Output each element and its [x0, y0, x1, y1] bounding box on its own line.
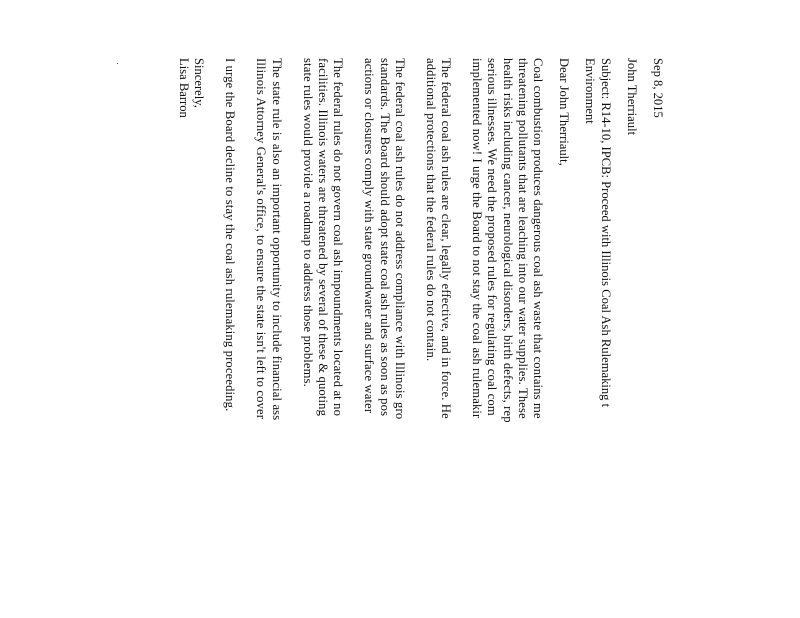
- paragraph-line: threatening pollutants that are leaching into our water supplies. These: [515, 58, 530, 419]
- paragraph-line: standards. The Board should adopt state coal ash rules as soon as pos: [377, 58, 392, 417]
- paragraph-line: health risks including cancer, neurological disorders, birth defects, rep: [500, 58, 515, 423]
- paragraph-line: implemented now! I urge the Board to not stay the coal ash rulemakir: [470, 58, 485, 419]
- letter-date: Sep 8, 2015: [651, 58, 665, 118]
- letter-signature: Lisa Barron: [176, 58, 191, 118]
- scan-speck: [117, 63, 118, 64]
- paragraph-health-risks: [469, 58, 545, 618]
- paragraph-financial-assurance: [253, 58, 283, 618]
- letter-recipient: John Therriault: [624, 58, 639, 136]
- paragraph-line: The federal coal ash rules are clear, legally effective, and in force. He: [439, 58, 454, 419]
- letter-subject-line-2: Environment: [583, 58, 598, 124]
- paragraph-line: I urge the Board decline to stay the coal ash rulemaking proceeding.: [223, 58, 238, 412]
- letter-subject-line-1: Subject: R14-10, IPCB: Proceed with Illinois Coal Ash Rulemaking t: [598, 58, 613, 408]
- paragraph-line: The federal coal ash rules do not address compliance with Illinois gro: [392, 58, 407, 420]
- paragraph-federal-rules-clear: [423, 58, 453, 618]
- letter-salutation: Dear John Therriault,: [557, 58, 572, 166]
- paragraph-impoundments: [300, 58, 346, 618]
- paragraph-groundwater-compliance: [361, 58, 407, 618]
- paragraph-line: facilities. Illinois waters are threatened by several of these & quoting: [316, 58, 330, 417]
- paragraph-line: state rules would provide a roadmap to address those problems.: [300, 58, 315, 387]
- paragraph-line: serious illnesses. We need the proposed rules for regulating coal com: [485, 58, 500, 416]
- paragraph-line: The state rule is also an important opportunity to include financial ass: [269, 58, 284, 421]
- paragraph-line: actions or closures comply with state groundwater and surface water: [362, 58, 377, 414]
- paragraph-line: Illinois Attorney General's office, to ensure the state isn't left to cover: [254, 58, 269, 420]
- paragraph-line: Coal combustion produces dangerous coal ash waste that contains me: [531, 58, 546, 419]
- letter-closing: Sincerely,: [192, 58, 207, 108]
- letter-body: [176, 58, 665, 618]
- paragraph-line: additional protections that the federal rules do not contain.: [423, 58, 438, 362]
- paragraph-urge-board: [222, 58, 237, 618]
- paragraph-line: The federal rules do not govern coal ash impoundments located at no: [331, 58, 346, 417]
